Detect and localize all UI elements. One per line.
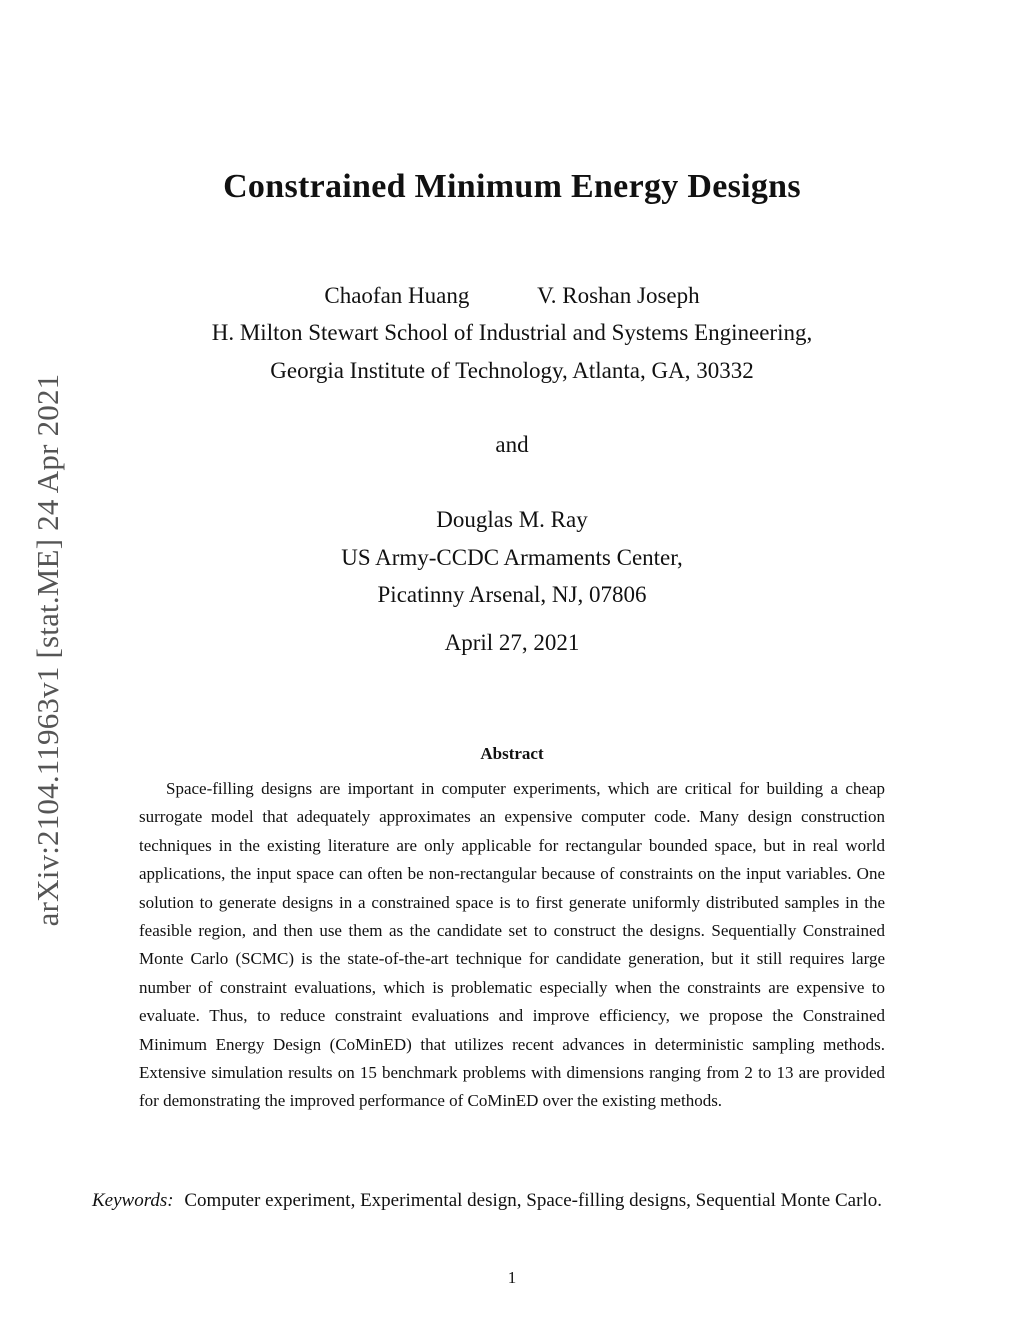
author-name: Douglas M. Ray [436, 507, 588, 532]
abstract-heading: Abstract [480, 744, 544, 763]
abstract-text: Space-filling designs are important in computer experiments, which are critical for building a cheap surrogate model that adequately approximates an expensive computer code. Many design construction techniques in the existing literature are only applicable for rectangular bounded space, but in real world applications, the input space can often be non-rectangular because of constraints on the input variables. One solution to generate designs in a constrained space is to first generate uniformly distributed samples in the feasible region, and then use them as the candidate set to construct the designs. Sequentially Constrained Monte Carlo (SCMC) is the state-of-the-art technique for candidate generation, but it still requires large number of constraint evaluations, which is problematic especially when the constraints are expensive to evaluate. Thus, to reduce constraint evaluations and improve efficiency, we propose the Constrained Minimum Energy Design (CoMinED) that utilizes recent advances in deterministic sampling methods. Extensive simulation results on 15 benchmark problems with dimensions ranging from 2 to 13 are provided for demonstrating the improved performance of CoMinED over the existing methods. [139, 779, 885, 1111]
affiliation-line: H. Milton Stewart School of Industrial and Systems Engineering, [211, 320, 813, 345]
author-name: V. Roshan Joseph [537, 283, 700, 308]
affiliation-line: Picatinny Arsenal, NJ, 07806 [377, 582, 647, 607]
arxiv-identifier-stamp: arXiv:2104.11963v1 [stat.ME] 24 Apr 2021 [30, 373, 65, 927]
paper-title: Constrained Minimum Energy Designs [223, 168, 801, 205]
keywords-section [92, 1186, 934, 1216]
affiliation-line: Georgia Institute of Technology, Atlanta, GA, 30332 [270, 358, 754, 383]
author-list [0, 283, 1024, 309]
publication-date: April 27, 2021 [444, 630, 580, 655]
page-number: 1 [507, 1268, 517, 1287]
affiliation-line: US Army-CCDC Armaments Center, [341, 545, 683, 570]
keywords-label: Keywords: [92, 1190, 174, 1211]
author-name: Chaofan Huang [324, 283, 470, 308]
author-conjunction: and [495, 432, 529, 457]
keywords-text: Computer experiment, Experimental design, Space-filling designs, Sequential Monte Carlo. [184, 1190, 882, 1211]
